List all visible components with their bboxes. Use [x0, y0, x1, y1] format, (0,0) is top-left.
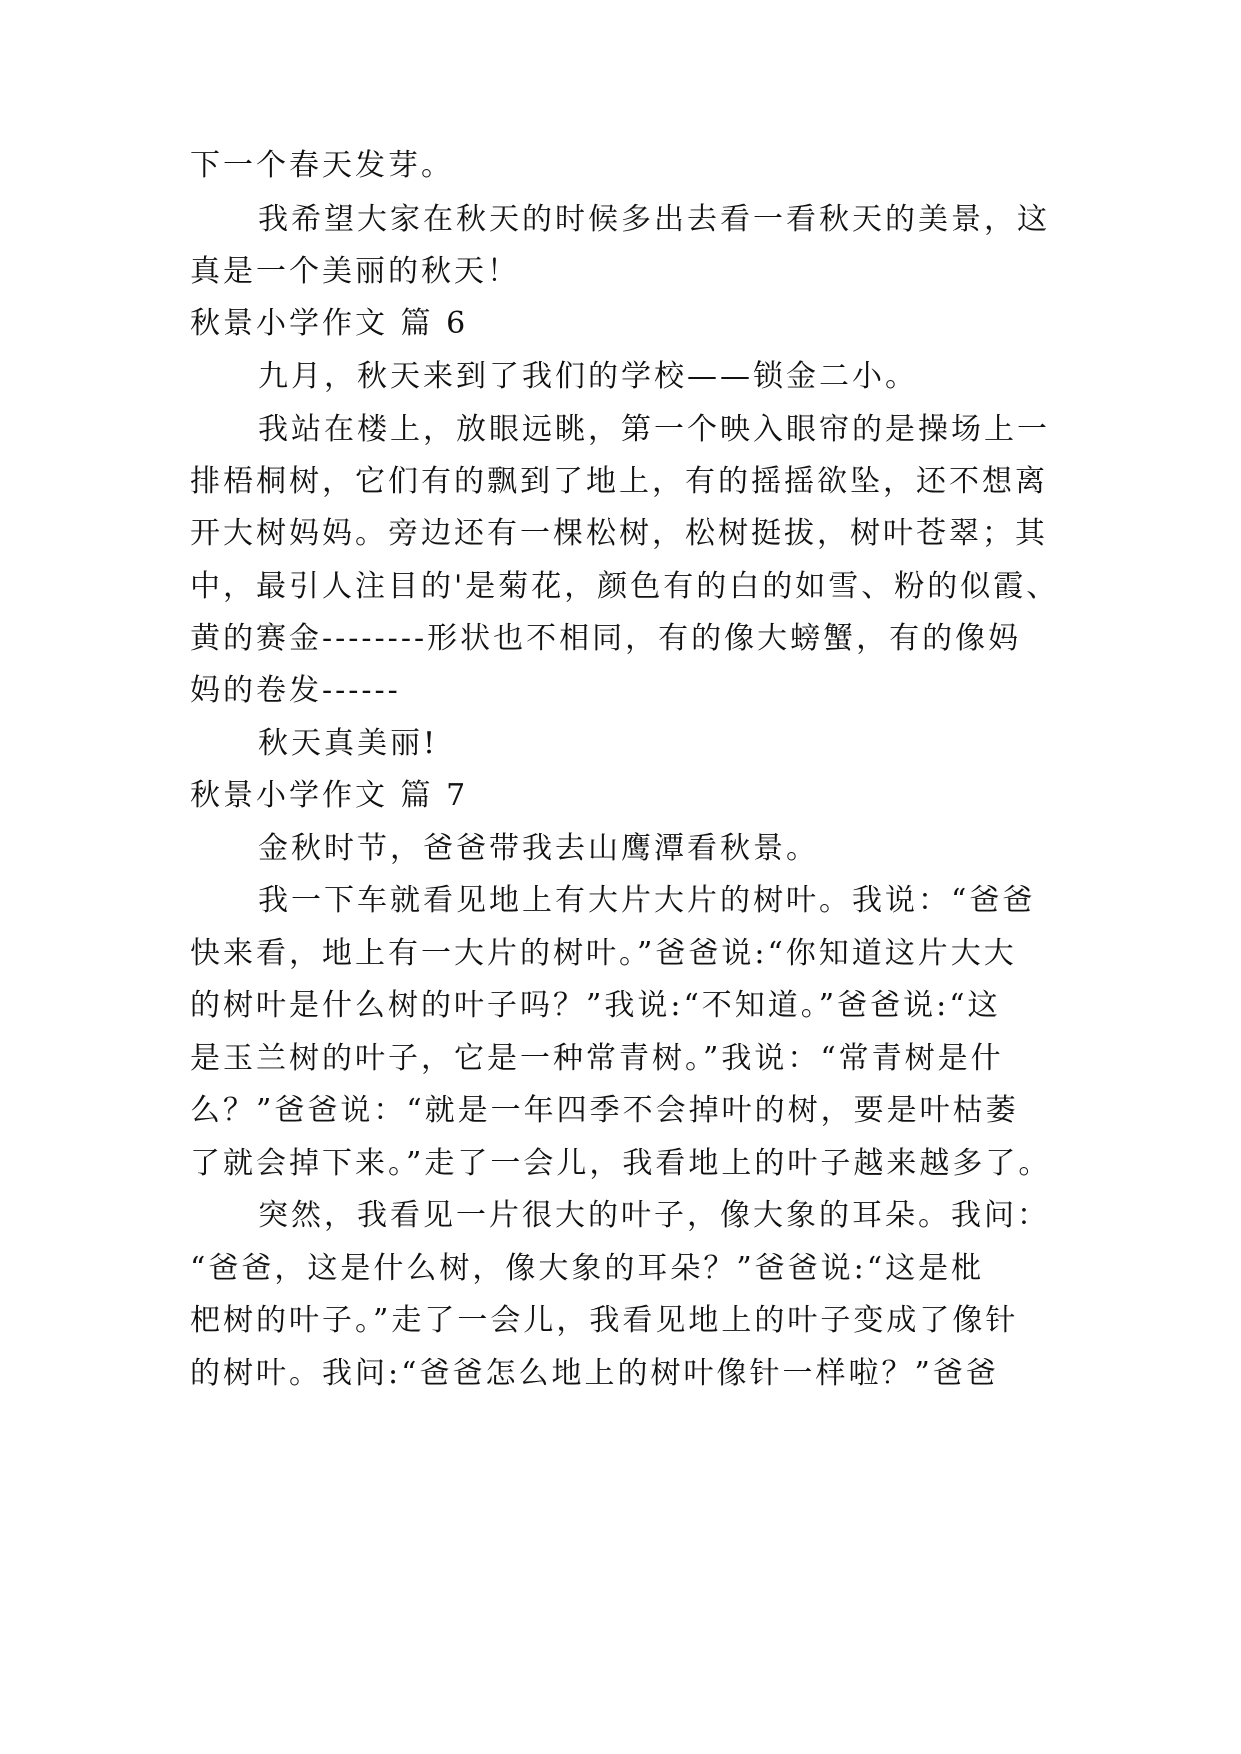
text-line: 是玉兰树的叶子，它是一种常青树。”我说：“常青树是什	[190, 1041, 1004, 1076]
text-line: 了就会掉下来。”走了一会儿，我看地上的叶子越来越多了。	[190, 1146, 1052, 1181]
text-line: 九月，秋天来到了我们的学校——锁金二小。	[258, 359, 918, 394]
text-line: 妈的卷发------	[190, 673, 401, 708]
text-line: 的树叶是什么树的叶子吗？”我说:“不知道。”爸爸说:“这	[190, 988, 1001, 1023]
text-line: 开大树妈妈。旁边还有一棵松树，松树挺拔，树叶苍翠；其	[190, 516, 1048, 551]
text-line: 真是一个美丽的秋天！	[190, 254, 520, 289]
text-line: 黄的赛金--------形状也不相同，有的像大螃蟹，有的像妈	[190, 621, 1022, 656]
text-line: “爸爸，这是什么树，像大象的耳朵？”爸爸说:“这是枇	[190, 1251, 985, 1286]
text-line: 我一下车就看见地上有大片大片的树叶。我说：“爸爸	[258, 883, 1036, 918]
section-heading: 秋景小学作文 篇 7	[190, 778, 469, 813]
text-line: 杷树的叶子。”走了一会儿，我看见地上的叶子变成了像针	[190, 1303, 1019, 1338]
text-line: 金秋时节，爸爸带我去山鹰潭看秋景。	[258, 831, 819, 866]
text-line: 快来看，地上有一大片的树叶。”爸爸说:“你知道这片大大	[190, 936, 1017, 971]
section-heading: 秋景小学作文 篇 6	[190, 306, 469, 341]
text-line: 下一个春天发芽。	[190, 148, 454, 183]
text-line: 我希望大家在秋天的时候多出去看一看秋天的美景，这	[258, 202, 1050, 237]
text-line: 的树叶。我问:“爸爸怎么地上的树叶像针一样啦？”爸爸	[190, 1356, 999, 1391]
text-line: 排梧桐树，它们有的飘到了地上，有的摇摇欲坠，还不想离	[190, 464, 1048, 499]
text-line: 我站在楼上，放眼远眺，第一个映入眼帘的是操场上一	[258, 412, 1050, 447]
text-line: 么？”爸爸说：“就是一年四季不会掉叶的树，要是叶枯萎	[190, 1093, 1019, 1128]
text-line: 秋天真美丽!	[258, 726, 439, 761]
text-line: 突然，我看见一片很大的叶子，像大象的耳朵。我问：	[258, 1198, 1050, 1233]
text-line: 中，最引人注目的'是菊花，颜色有的白的如雪、粉的似霞、	[190, 569, 1060, 604]
